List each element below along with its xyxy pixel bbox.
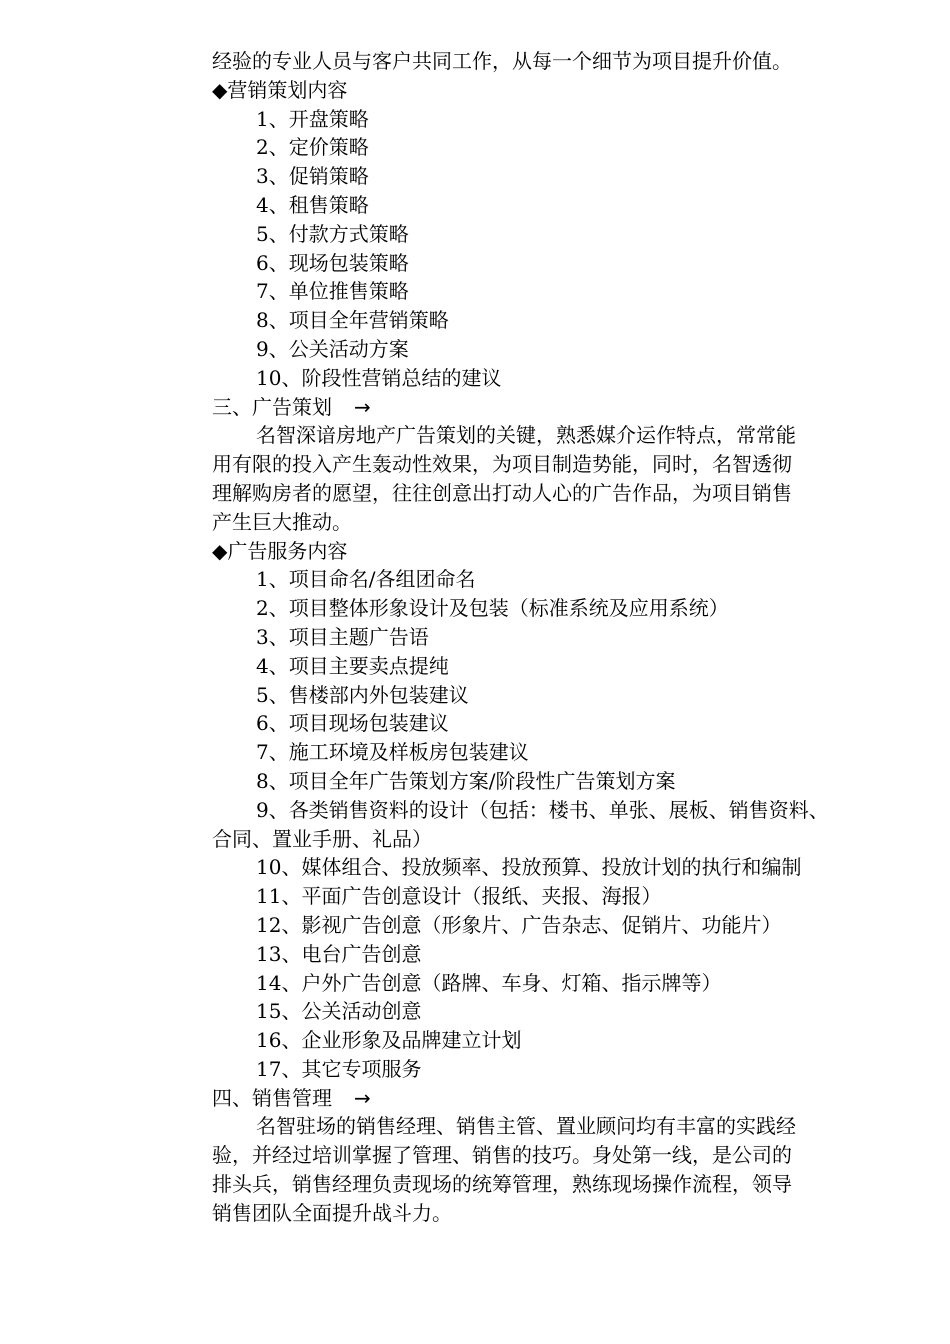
list-item: 10、媒体组合、投放频率、投放预算、投放计划的执行和编制	[256, 855, 802, 880]
document-page	[212, 47, 892, 1228]
list-item: 14、户外广告创意（路牌、车身、灯箱、指示牌等）	[256, 970, 722, 995]
list-item: 5、售楼部内外包装建议	[256, 682, 469, 707]
list-item: 9、各类销售资料的设计（包括：楼书、单张、展板、销售资料、	[256, 797, 829, 822]
paragraph-line: 理解购房者的愿望，往往创意出打动人心的广告作品，为项目销售	[212, 480, 792, 505]
paragraph-line: 名智驻场的销售经理、销售主管、置业顾问均有丰富的实践经	[256, 1114, 796, 1139]
section-4-heading	[212, 1084, 892, 1113]
section-3-heading	[212, 393, 892, 422]
list-item: 6、现场包装策略	[256, 250, 409, 275]
list-item: 12、影视广告创意（形象片、广告杂志、促销片、功能片）	[256, 912, 782, 937]
paragraph-line: 销售团队全面提升战斗力。	[212, 1200, 452, 1225]
arrow-right-icon: →	[354, 1085, 371, 1110]
list-item: 15、公关活动创意	[256, 999, 422, 1024]
list-item: 13、电台广告创意	[256, 941, 422, 966]
intro-tail-text: 经验的专业人员与客户共同工作，从每一个细节为项目提升价值。	[212, 49, 792, 73]
marketing-heading: ◆营销策划内容	[212, 77, 348, 102]
list-item: 1、开盘策略	[256, 106, 369, 131]
list-item: 9、公关活动方案	[256, 336, 409, 361]
section-4-paragraph	[212, 1112, 892, 1227]
arrow-right-icon: →	[354, 394, 371, 419]
marketing-list	[212, 105, 892, 393]
list-item: 6、项目现场包装建议	[256, 711, 449, 736]
list-item: 11、平面广告创意设计（报纸、夹报、海报）	[256, 884, 662, 909]
list-item: 5、付款方式策略	[256, 221, 409, 246]
list-item: 2、项目整体形象设计及包装（标准系统及应用系统）	[256, 596, 729, 621]
ad-services-list	[212, 565, 892, 1083]
paragraph-line: 名智深谙房地产广告策划的关键，熟悉媒介运作特点，常常能	[256, 423, 796, 448]
list-item: 4、租售策略	[256, 192, 369, 217]
section-3-title: 三、广告策划	[212, 394, 332, 419]
list-item: 7、单位推售策略	[256, 279, 409, 304]
paragraph-line: 用有限的投入产生轰动性效果，为项目制造势能，同时，名智透彻	[212, 452, 792, 477]
list-item: 2、定价策略	[256, 135, 369, 160]
list-item: 10、阶段性营销总结的建议	[256, 365, 502, 390]
paragraph-line: 验，并经过培训掌握了管理、销售的技巧。身处第一线，是公司的	[212, 1143, 792, 1168]
list-item: 3、促销策略	[256, 164, 369, 189]
paragraph-line: 产生巨大推动。	[212, 509, 352, 534]
section-3-paragraph	[212, 421, 892, 536]
list-item: 16、企业形象及品牌建立计划	[256, 1028, 522, 1053]
list-item: 3、项目主题广告语	[256, 624, 429, 649]
section-4-title: 四、销售管理	[212, 1085, 332, 1110]
list-item: 8、项目全年广告策划方案/阶段性广告策划方案	[256, 768, 676, 793]
list-item: 8、项目全年营销策略	[256, 308, 449, 333]
list-item-continuation: 合同、置业手册、礼品）	[212, 826, 432, 851]
list-item: 1、项目命名/各组团命名	[256, 567, 476, 592]
list-item: 17、其它专项服务	[256, 1056, 422, 1081]
ad-services-heading: ◆广告服务内容	[212, 538, 348, 563]
list-item: 7、施工环境及样板房包装建议	[256, 740, 529, 765]
paragraph-line: 排头兵，销售经理负责现场的统筹管理，熟练现场操作流程，领导	[212, 1172, 792, 1197]
list-item: 4、项目主要卖点提纯	[256, 653, 449, 678]
